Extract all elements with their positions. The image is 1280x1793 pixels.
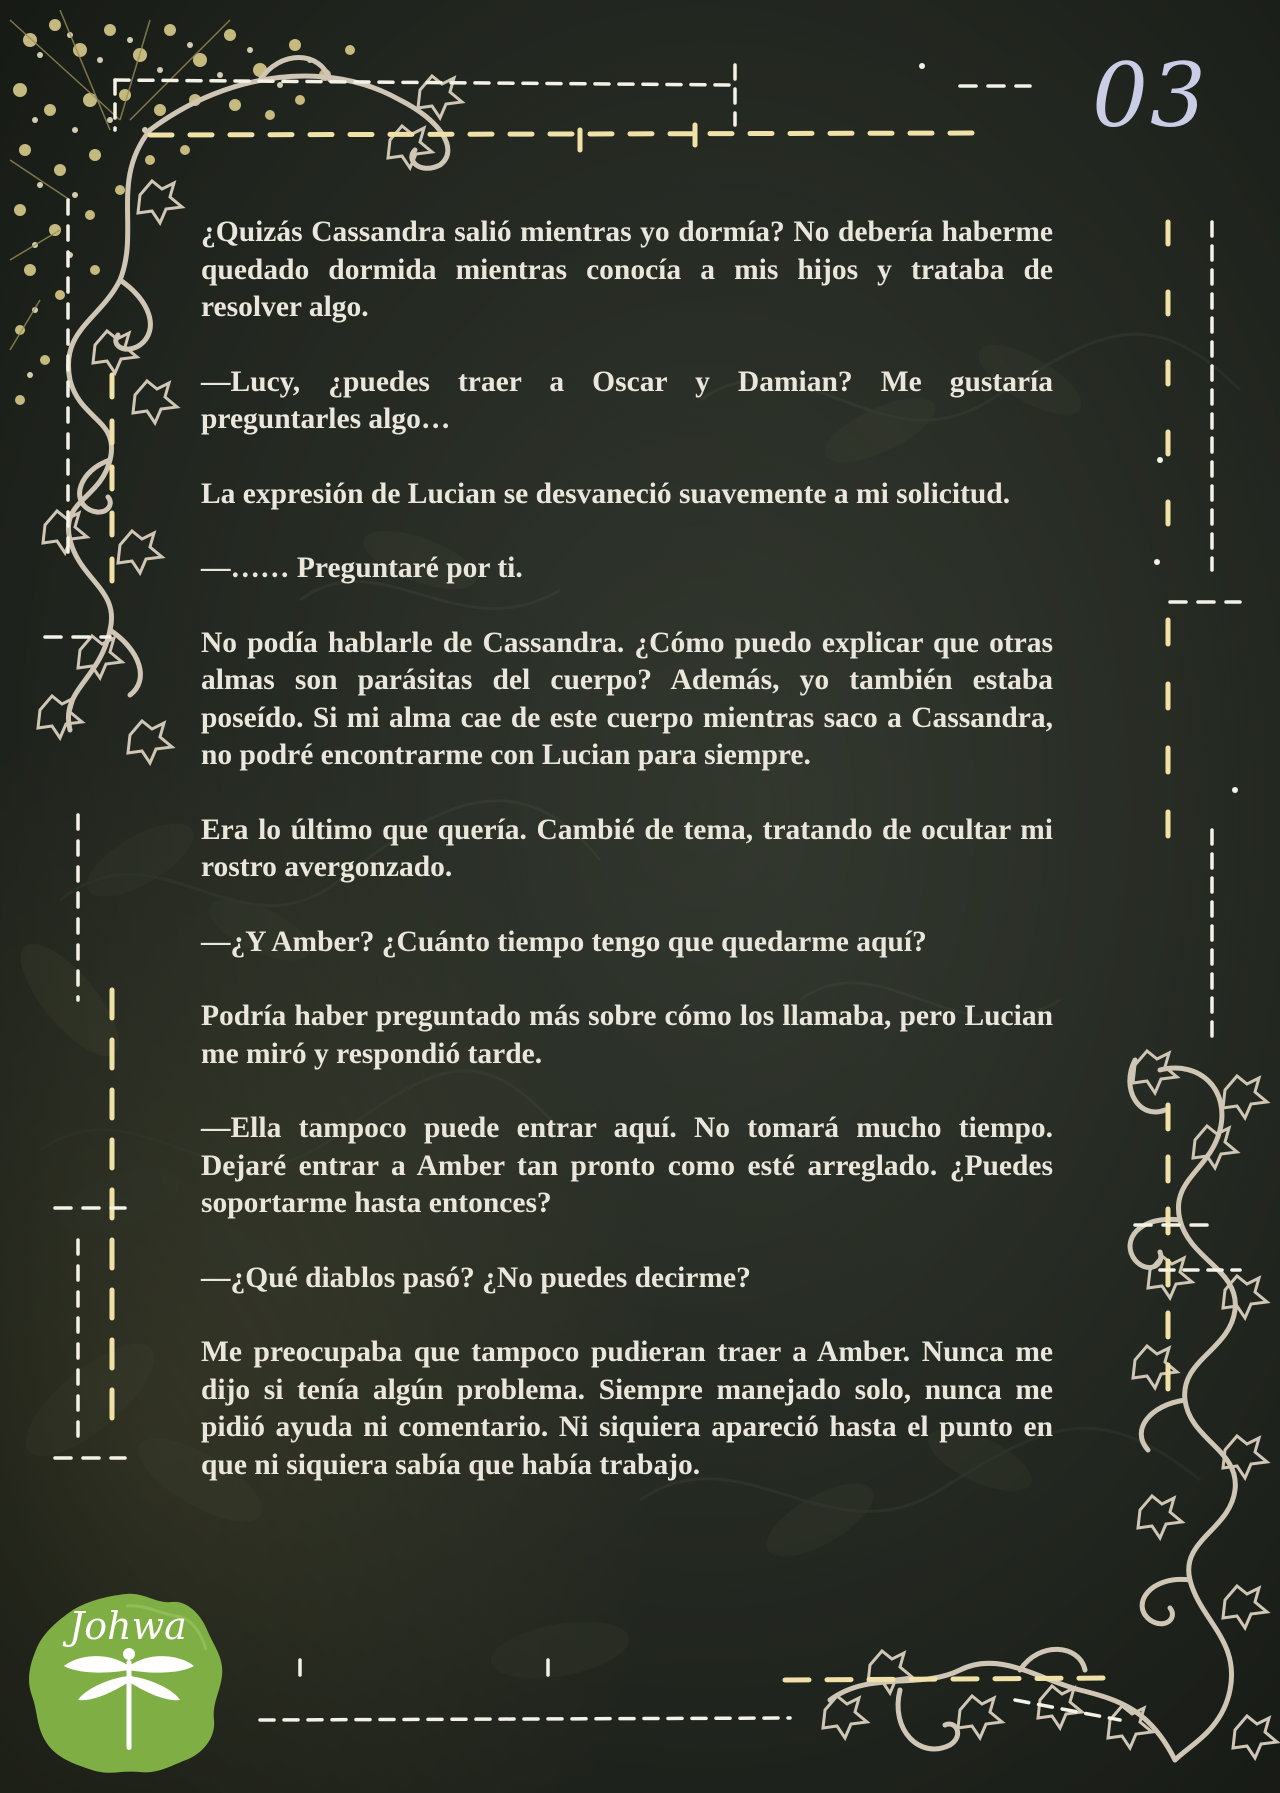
paragraph: —¿Y Amber? ¿Cuánto tiempo tengo que quedarme aquí? [201, 925, 927, 958]
paragraph: ¿Quizás Cassandra salió mientras yo dormía? No debería haberme quedado dormida mientras conocía a mis hijos y trataba de resolver algo. [201, 216, 1053, 323]
paragraph: Era lo último que quería. Cambié de tema, tratando de ocultar mi rostro avergonzado. [201, 813, 1053, 883]
paragraph: —Lucy, ¿puedes traer a Oscar y Damian? Me gustaría preguntarles algo… [201, 365, 1053, 435]
paragraph: —¿Qué diablos pasó? ¿No puedes decirme? [201, 1261, 751, 1294]
paragraph: La expresión de Lucian se desvaneció suavemente a mi solicitud. [201, 477, 1011, 510]
paragraph: —Ella tampoco puede entrar aquí. No tomará mucho tiempo. Dejaré entrar a Amber tan pronto como esté arreglado. ¿Puedes soportarme hasta entonces? [201, 1112, 1053, 1219]
paragraph: No podía hablarle de Cassandra. ¿Cómo puedo explicar que otras almas son parásitas del cuerpo? Además, yo también estaba poseído. Si mi alma cae de este cuerpo mientras saco a Cassandra, no podré encontrarme con Lucian para siempre. [201, 626, 1053, 771]
vine-bottom [830, 1649, 1175, 1760]
paragraph: —…… Preguntaré por ti. [201, 552, 523, 584]
paragraph: Podría haber preguntado más sobre cómo los llamaba, pero Lucian me miró y respondió tarde. [201, 1000, 1053, 1070]
ivy-leaves-right [1133, 1051, 1277, 1758]
logo-text: Johwa [69, 1604, 187, 1648]
paragraph: Me preocupaba que tampoco pudieran traer a Amber. Nunca me dijo si tenía algún problema. Siempre manejado solo, nunca me pidió ayuda ni comentario. Ni siquiera apareció hasta el punto en que ni siquiera sabía que había trabajo. [201, 1336, 1053, 1481]
story-text [201, 214, 1053, 1521]
page-number: 03 [1092, 44, 1208, 147]
vine-right [1130, 1060, 1236, 1760]
